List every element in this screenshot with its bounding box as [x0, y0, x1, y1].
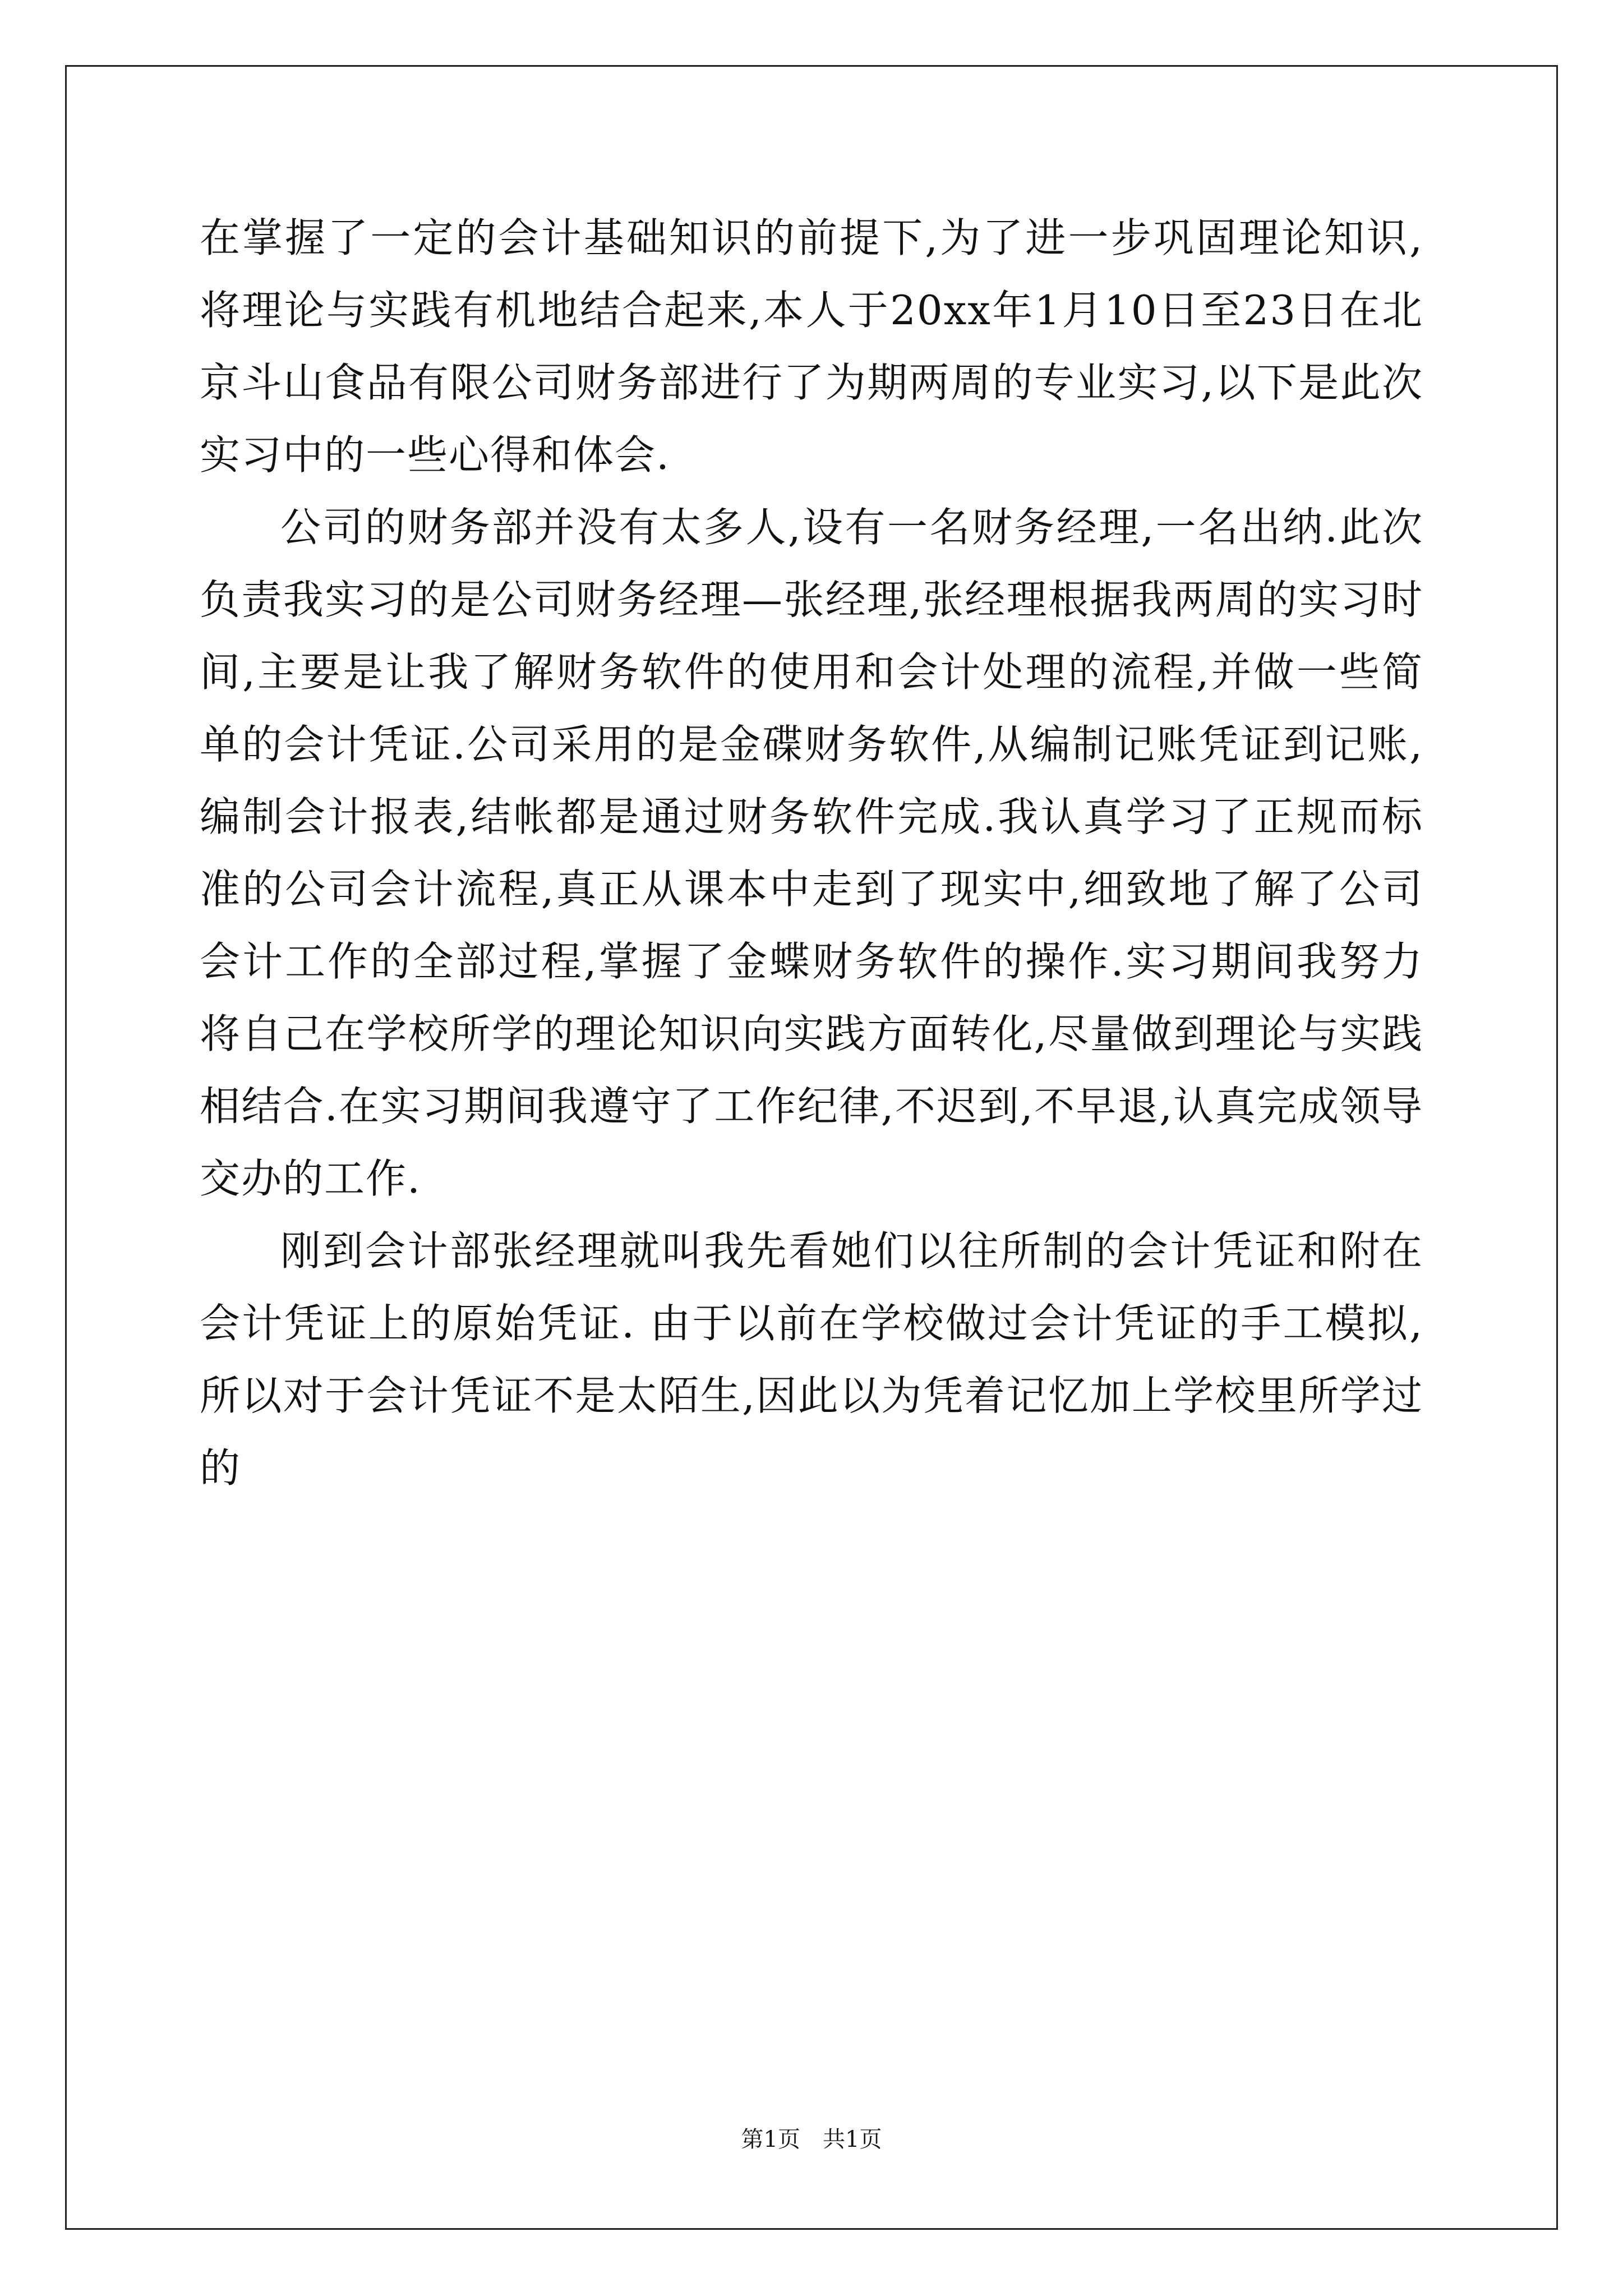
page-number: 第1页	[741, 2127, 800, 2152]
paragraph-1: 在掌握了一定的会计基础知识的前提下,为了进一步巩固理论知识,将理论与实践有机地结合起来,本人于20xx年1月10日至23日在北京斗山食品有限公司财务部进行了为期两周的专业实习,以下是此次实习中的一些心得和体会.	[200, 214, 1423, 478]
paragraph-3: 刚到会计部张经理就叫我先看她们以往所制的会计凭证和附在会计凭证上的原始凭证. 由于以前在学校做过会计凭证的手工模拟,所以对于会计凭证不是太陌生,因此以为凭着记忆加上学校里所学过的	[200, 1227, 1423, 1492]
page-total: 共1页	[823, 2127, 882, 2152]
document-body	[200, 202, 1423, 1504]
paragraph-2: 公司的财务部并没有太多人,设有一名财务经理,一名出纳.此次负责我实习的是公司财务经理—张经理,张经理根据我两周的实习时间,主要是让我了解财务软件的使用和会计处理的流程,并做一些简单的会计凭证.公司采用的是金碟财务软件,从编制记账凭证到记账,编制会计报表,结帐都是通过财务软件完成.我认真学习了正规而标准的公司会计流程,真正从课本中走到了现实中,细致地了解了公司会计工作的全部过程,掌握了金蝶财务软件的操作.实习期间我努力将自己在学校所学的理论知识向实践方面转化,尽量做到理论与实践相结合.在实习期间我遵守了工作纪律,不迟到,不早退,认真完成领导交办的工作.	[200, 504, 1423, 1202]
page-footer	[0, 2126, 1623, 2153]
